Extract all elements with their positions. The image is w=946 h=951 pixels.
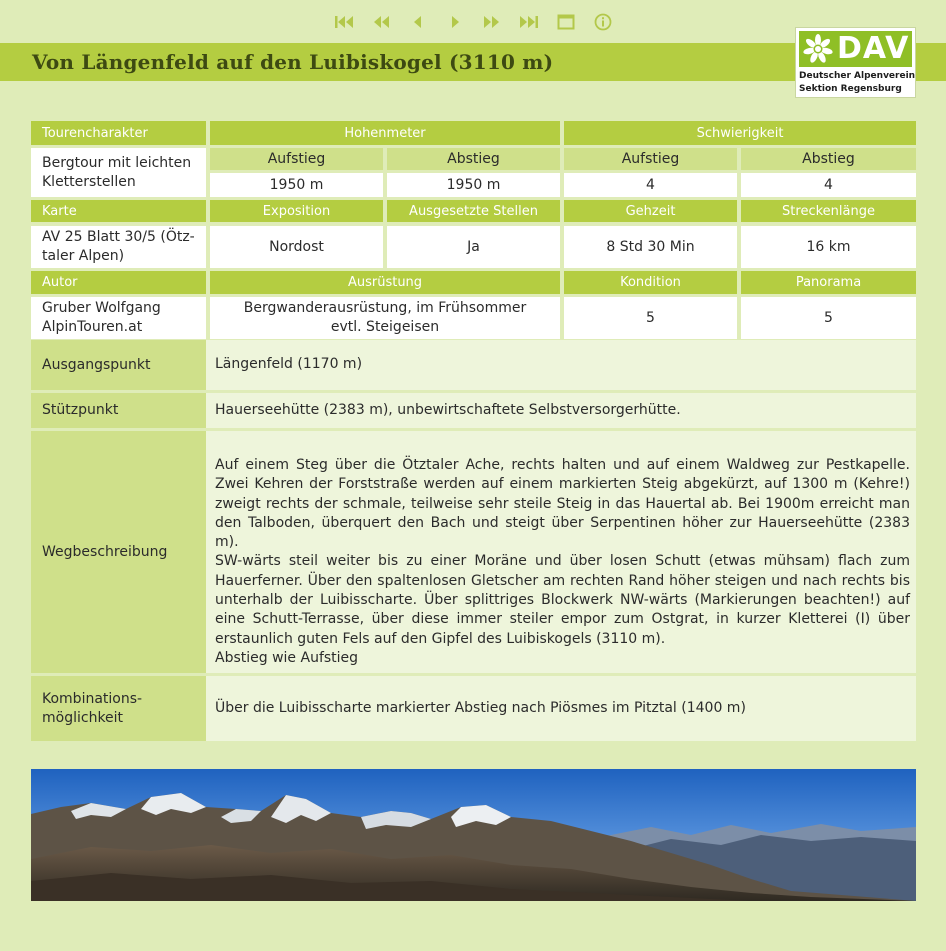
wegbeschreibung-paragraph-2: SW-wärts steil weiter bis zu einer Moräne und über losen Schutt (etwas mühsam) flach zum Hauerferner. Über den spaltenlosen Gletscher am rechten Rand höher steigen und nach rechts bis unterhalb der Luibisscharte. Über splittriges Blockwerk NW-wärts (Markierungen beachten!) auf eine Schutt-Terrasse, über diese immer steiler empor zum Ostgrat, in kurzer Kletterei (I) über erstaunlich guten Fels auf den Gipfel des Luibiskogels (3110 m). (215, 553, 910, 647)
logo-brand: DAV (837, 31, 910, 66)
ausgangspunkt-row (31, 340, 916, 390)
ausruestung-header: Ausrüstung (210, 271, 560, 294)
stuetzpunkt-value: Hauerseehütte (2383 m), unbewirtschaftete Selbstversorgerhütte. (206, 393, 916, 428)
tour-data-table (31, 121, 916, 339)
sw-abstieg-header: Abstieg (741, 148, 916, 170)
mountain-panorama-image (31, 769, 916, 901)
stuetzpunkt-row (31, 393, 916, 428)
panorama-value: 5 (741, 297, 916, 339)
sw-aufstieg-value: 4 (564, 173, 737, 197)
kombination-label: Kombinations-möglichkeit (31, 676, 206, 741)
page-title: Von Längenfeld auf den Luibiskogel (3110 m) (32, 50, 554, 74)
exposition-value: Nordost (210, 226, 383, 268)
logo-banner (799, 31, 912, 67)
tourencharakter-value: Bergtour mit leichten Kletterstellen (31, 148, 206, 197)
prev-icon[interactable] (399, 8, 436, 36)
streckenlaenge-header: Streckenlänge (741, 200, 916, 222)
sw-abstieg-value: 4 (741, 173, 916, 197)
logo-section-line: Sektion Regensburg (799, 84, 902, 94)
gehzeit-header: Gehzeit (564, 200, 737, 222)
first-icon[interactable] (325, 8, 362, 36)
kombination-row (31, 676, 916, 741)
window-icon[interactable] (547, 8, 584, 36)
wegbeschreibung-row (31, 431, 916, 673)
sw-aufstieg-header: Aufstieg (564, 148, 737, 170)
tourencharakter-header: Tourencharakter (31, 121, 206, 145)
ausgesetzte-stellen-header: Ausgesetzte Stellen (387, 200, 560, 222)
hm-abstieg-value: 1950 m (387, 173, 560, 197)
karte-header: Karte (31, 200, 206, 222)
ausgangspunkt-value: Längenfeld (1170 m) (206, 340, 916, 390)
stuetzpunkt-label: Stützpunkt (31, 393, 206, 428)
ausgesetzte-stellen-value: Ja (387, 226, 560, 268)
karte-value: AV 25 Blatt 30/5 (Ötz-taler Alpen) (31, 226, 206, 268)
gehzeit-value: 8 Std 30 Min (564, 226, 737, 268)
last-icon[interactable] (510, 8, 547, 36)
panorama-illustration (31, 769, 916, 901)
wegbeschreibung-text (206, 431, 916, 673)
panorama-header: Panorama (741, 271, 916, 294)
ausruestung-value: Bergwanderausrüstung, im Frühsommer evtl. Steigeisen (210, 297, 560, 339)
kondition-header: Kondition (564, 271, 737, 294)
kondition-value: 5 (564, 297, 737, 339)
exposition-header: Exposition (210, 200, 383, 222)
hoehenmeter-header: Hohenmeter (210, 121, 560, 145)
info-icon[interactable] (584, 8, 621, 36)
streckenlaenge-value: 16 km (741, 226, 916, 268)
hm-aufstieg-value: 1950 m (210, 173, 383, 197)
edelweiss-icon (802, 33, 834, 65)
ausgangspunkt-label: Ausgangspunkt (31, 340, 206, 390)
kombination-value: Über die Luibisscharte markierter Abstieg nach Piösmes im Pitztal (1400 m) (206, 676, 916, 741)
logo-org-line: Deutscher Alpenverein (799, 71, 916, 81)
hm-abstieg-header: Abstieg (387, 148, 560, 170)
schwierigkeit-header: Schwierigkeit (564, 121, 916, 145)
dav-logo (795, 27, 916, 98)
wegbeschreibung-label: Wegbeschreibung (31, 431, 206, 673)
autor-header: Autor (31, 271, 206, 294)
wegbeschreibung-paragraph-3: Abstieg wie Aufstieg (215, 649, 359, 666)
forward-icon[interactable] (473, 8, 510, 36)
next-icon[interactable] (436, 8, 473, 36)
hm-aufstieg-header: Aufstieg (210, 148, 383, 170)
rewind-icon[interactable] (362, 8, 399, 36)
autor-value: Gruber Wolfgang AlpinTouren.at (31, 297, 206, 339)
wegbeschreibung-paragraph-1: Auf einem Steg über die Ötztaler Ache, rechts halten und auf einem Waldweg zur Pestkapelle. Zwei Kehren der Forststraße werden auf einem markierten Steig abgekürzt, auf 1300 m (Kehre!) zweigt rechts der schmale, teilweise sehr steile Steig in das Hauertal ab. Bei 1900m erreicht man den Talboden, überquert den Bach und steigt über Serpentinen höher zur Hauerseehütte (2383 m). (215, 457, 910, 551)
